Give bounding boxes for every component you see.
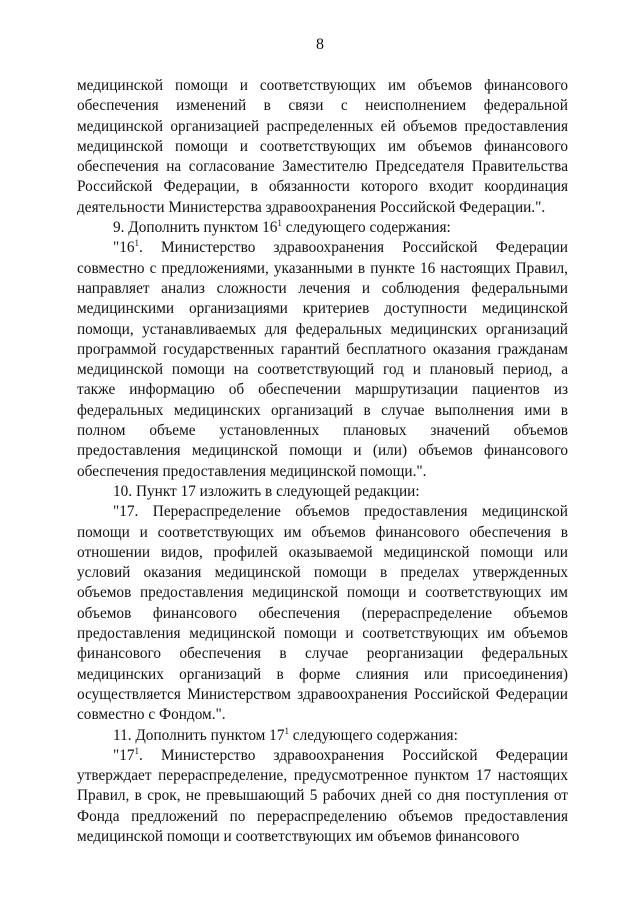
superscript: 1 — [284, 725, 289, 736]
paragraph-item-9: 9. Дополнить пунктом $16^1$ следующего содержания: — [113, 218, 451, 237]
paragraph-clause-17-1: "$17^1$. Министерство здравоохранения Российской Федерации утверждает перераспределение, предусмотренное пунктом 17 настоящих Правил, в срок, не превышающий 5 рабочих дней со дня поступления от Фонда предложений по перераспределению объемов предоставления медицинской помощи и соответствующих им объемов финансового — [77, 745, 568, 845]
paragraph-item-11: 11. Дополнить пунктом $17^1$ следующего содержания: — [113, 725, 458, 744]
superscript: 1 — [277, 218, 282, 229]
superscript: 1 — [134, 238, 140, 249]
page-number: 8 — [316, 36, 324, 53]
paragraph-clause-16-1: "$16^1$. Министерство здравоохранения Российской Федерации совместно с предложениями, указанными в пункте 16 настоящих Правил, направляет анализ сложности лечения и соблюдения федеральными медицинскими организациями критериев доступности медицинской помощи, устанавливаемых для федеральных медицинских организаций программой государственных гарантий бесплатного оказания гражданам медицинской помощи на соответствующий год и плановый период, а также информацию об обеспечении маршрутизации пациентов из федеральных медицинских организаций в случае выполнения ими в полном объеме установленных плановых значений объемов предоставления медицинской помощи и (или) объемов финансового обеспечения предоставления медицинской помощи.". — [77, 238, 568, 480]
paragraph-item-10: 10. Пункт 17 изложить в следующей редакции: — [113, 482, 420, 500]
paragraph-continuation: медицинской помощи и соответствующих им объемов финансового обеспечения изменений в связи с неисполнением федеральной медицинской организацией распределенных ей объемов предоставления медицинской помощи и соответствующих им объемов финансового обеспечения на согласование Заместителю Председателя Правительства Российской Федерации, в обязанности которого входит координация деятельности Министерства здравоохранения Российской Федерации.". — [77, 77, 568, 216]
superscript: 1 — [134, 745, 140, 756]
paragraph-clause-17: "17. Перераспределение объемов предоставления медицинской помощи и соответствующих им объемов финансового обеспечения в отношении видов, профилей оказываемой медицинской помощи или условий оказания медицинской помощи в пределах утвержденных объемов предоставления медицинской помощи и соответствующих им объемов финансового обеспечения (перераспределение объемов предоставления медицинской помощи и соответствующих им объемов финансового обеспечения в случае реорганизации федеральных медицинских организаций в форме слияния или присоединения) осуществляется Министерством здравоохранения Российской Федерации совместно с Фондом.". — [77, 503, 568, 724]
document-body — [77, 76, 568, 847]
